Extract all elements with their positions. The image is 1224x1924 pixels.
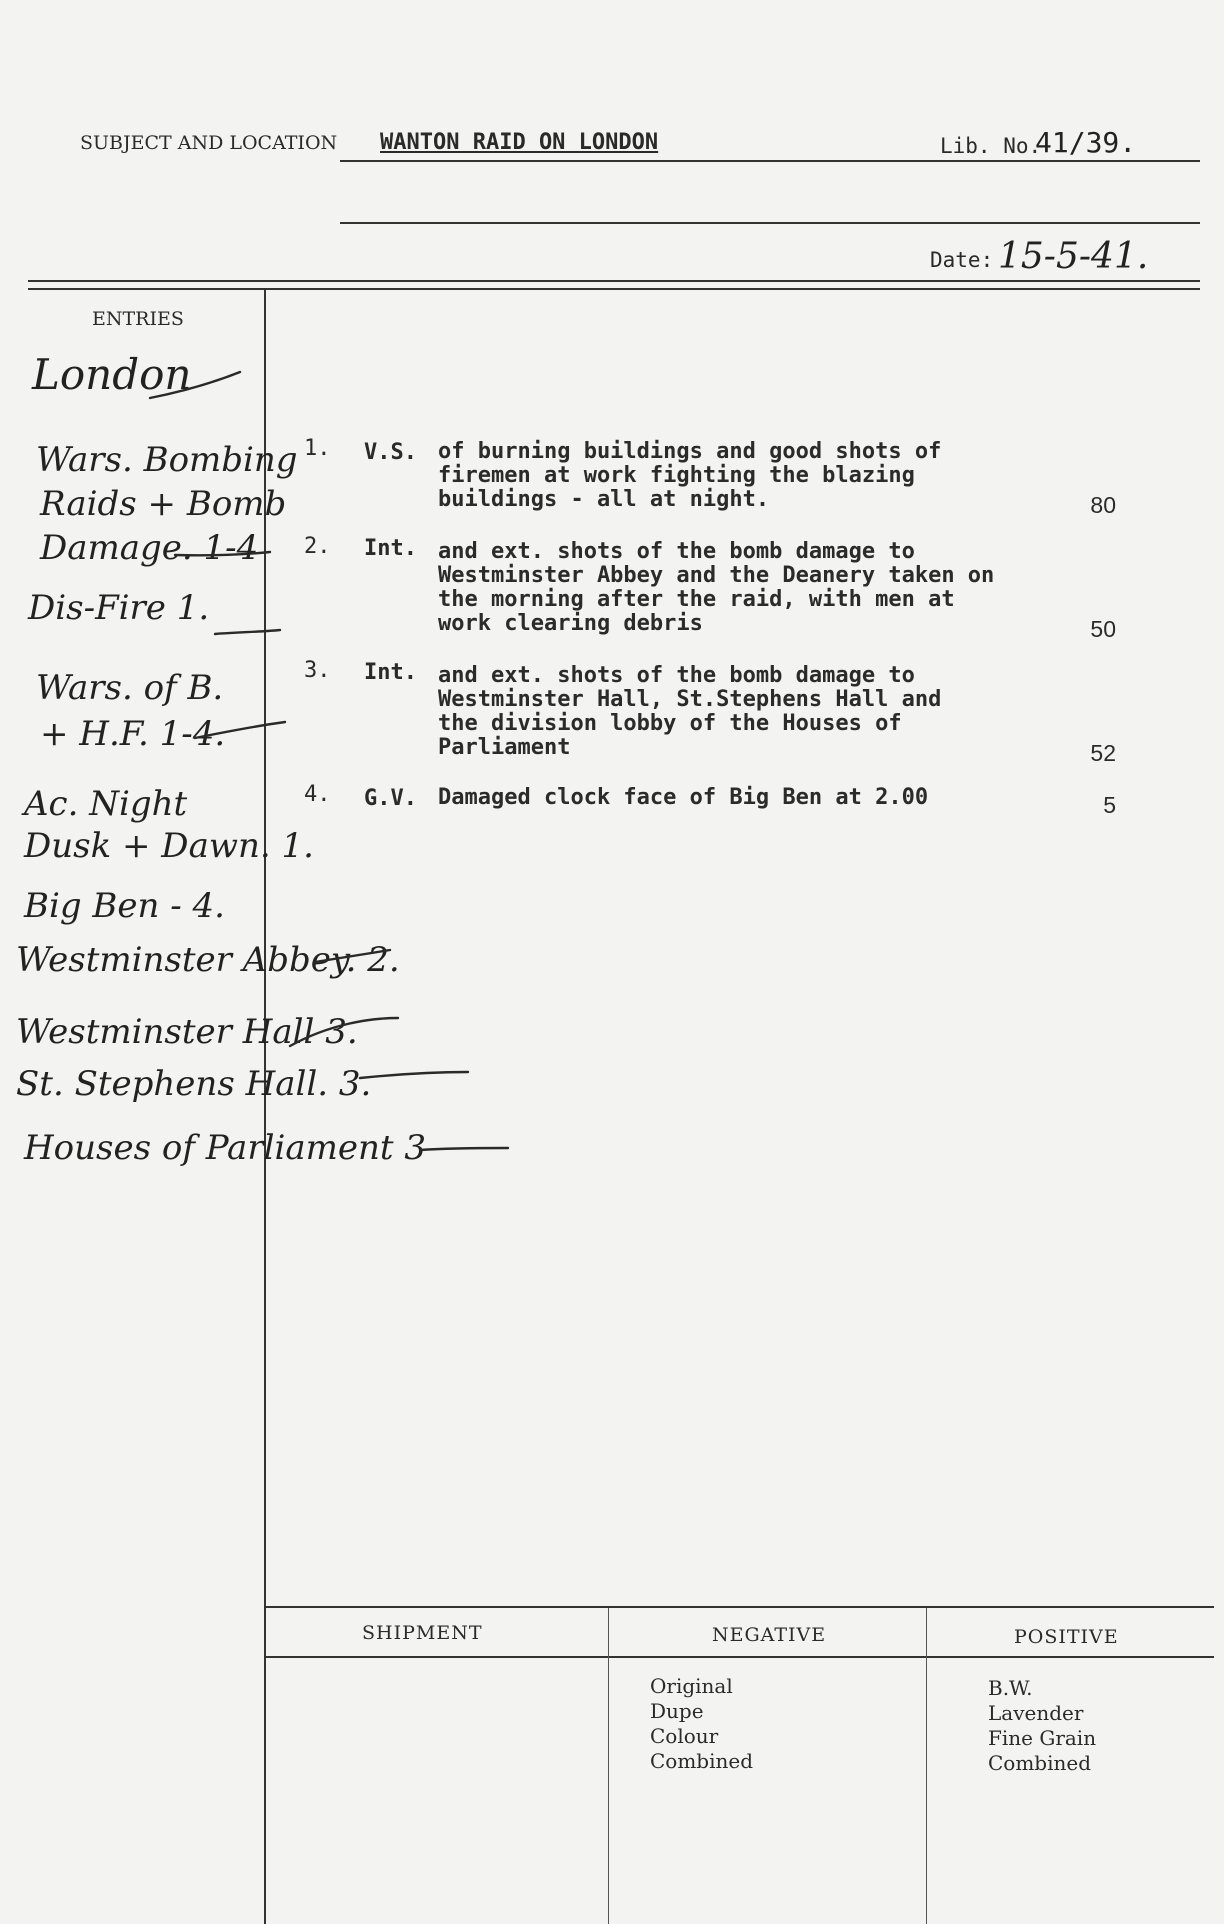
entry-count: 5: [1103, 792, 1116, 818]
entry-count: 80: [1090, 492, 1116, 518]
entry-code: Int.: [364, 536, 417, 561]
index-note: Westminster Abbey. 2.: [16, 940, 400, 980]
footer-top-rule: [264, 1606, 1214, 1608]
entry-line: work clearing debris: [438, 611, 703, 636]
negative-label: NEGATIVE: [712, 1624, 827, 1646]
index-note: Dis-Fire 1.: [28, 588, 210, 628]
entry-code: V.S.: [364, 440, 417, 465]
entry-line: the division lobby of the Houses of: [438, 711, 902, 736]
entry-line: Westminster Hall, St.Stephens Hall and: [438, 687, 942, 712]
index-note: Wars. Bombing: [36, 440, 298, 480]
entry-number: 3.: [304, 658, 331, 683]
entries-label: ENTRIES: [92, 308, 184, 330]
index-note: Raids + Bomb: [40, 484, 287, 524]
index-note: London: [32, 350, 192, 399]
entry-line: of burning buildings and good shots of: [438, 439, 942, 464]
index-note: Wars. of B.: [36, 668, 224, 708]
lib-label: Lib. No.: [940, 134, 1042, 158]
negative-options: [650, 1674, 753, 1774]
entry-line: Damaged clock face of Big Ben at 2.00: [438, 785, 929, 810]
entry-line: Parliament: [438, 735, 571, 760]
entry-count: 50: [1090, 616, 1116, 642]
entry-count: 52: [1090, 740, 1116, 766]
positive-label: POSITIVE: [1014, 1626, 1119, 1648]
entry-line: buildings - all at night.: [438, 487, 770, 512]
footer-divider-1: [608, 1608, 609, 1924]
entry-number: 4.: [304, 782, 331, 807]
subject-value: WANTON RAID ON LONDON: [380, 130, 659, 155]
negative-option: Dupe: [650, 1699, 704, 1723]
index-note: + H.F. 1-4.: [40, 714, 226, 754]
date-value: 15-5-41.: [998, 236, 1149, 277]
entry-line: and ext. shots of the bomb damage to: [438, 539, 915, 564]
entry-description: [438, 786, 1078, 810]
index-note: Big Ben - 4.: [24, 886, 225, 926]
footer-divider-2: [926, 1608, 927, 1924]
entry-description: [438, 664, 1078, 760]
index-note: Damage. 1-4: [40, 528, 259, 568]
entry-line: and ext. shots of the bomb damage to: [438, 663, 915, 688]
date-label: Date:: [930, 248, 994, 272]
shipment-label: SHIPMENT: [362, 1622, 483, 1644]
positive-option: Lavender: [988, 1701, 1084, 1725]
entry-code: G.V.: [364, 786, 417, 811]
entry-code: Int.: [364, 660, 417, 685]
entry-number: 1.: [304, 436, 331, 461]
negative-option: Combined: [650, 1749, 754, 1773]
entry-description: [438, 440, 1078, 512]
negative-option: Original: [650, 1674, 733, 1698]
index-note: Westminster Hall 3.: [16, 1012, 358, 1052]
lib-value: 41/39.: [1035, 126, 1137, 159]
subject-label: SUBJECT AND LOCATION: [80, 132, 338, 154]
entry-line: Westminster Abbey and the Deanery taken on: [438, 563, 995, 588]
index-note: Houses of Parliament 3: [24, 1128, 426, 1168]
footer-header-rule: [264, 1656, 1214, 1658]
index-note: Dusk + Dawn. 1.: [24, 826, 314, 866]
positive-option: Fine Grain: [988, 1726, 1097, 1750]
entry-line: firemen at work fighting the blazing: [438, 463, 915, 488]
index-note: Ac. Night: [24, 784, 188, 824]
index-note: St. Stephens Hall. 3.: [16, 1064, 372, 1104]
entry-number: 2.: [304, 534, 331, 559]
positive-option: B.W.: [988, 1676, 1033, 1700]
positive-option: Combined: [988, 1751, 1092, 1775]
entry-description: [438, 540, 1078, 636]
entry-line: the morning after the raid, with men at: [438, 587, 955, 612]
positive-options: [988, 1676, 1096, 1776]
negative-option: Colour: [650, 1724, 719, 1748]
